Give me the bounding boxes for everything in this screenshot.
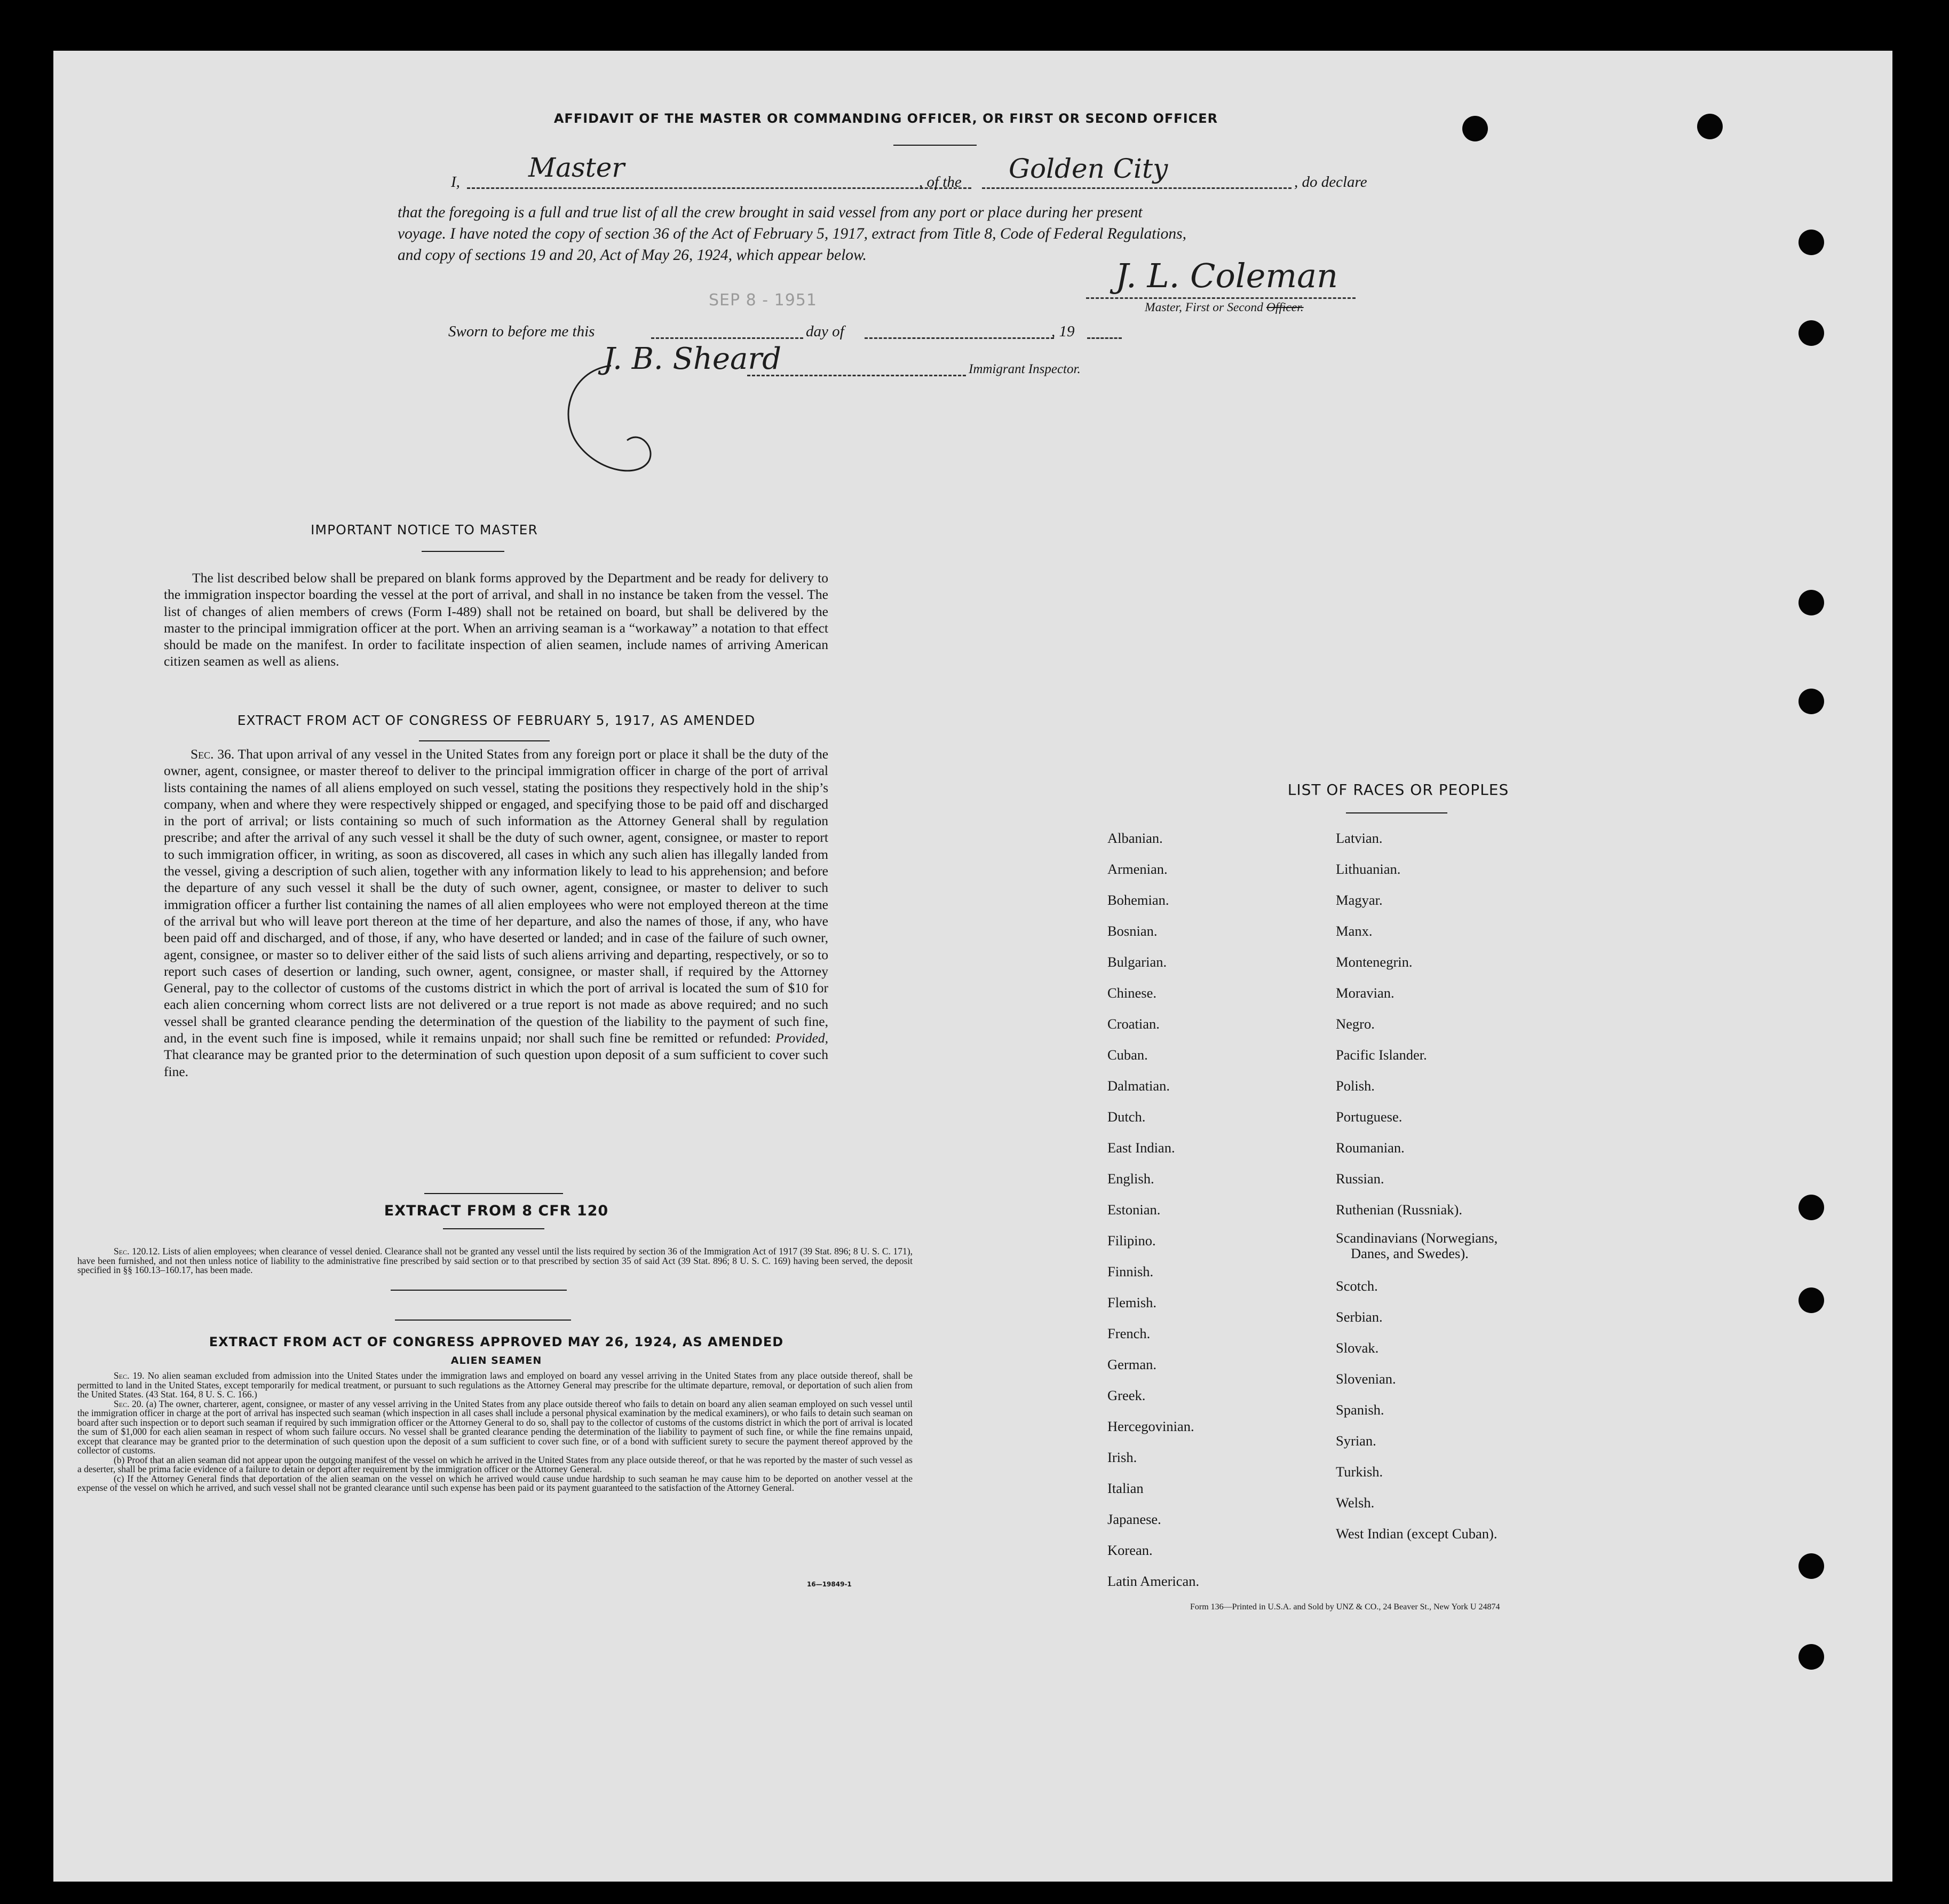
race-item: Armenian. — [1107, 861, 1168, 877]
binder-hole — [1799, 230, 1824, 255]
race-item: Dalmatian. — [1107, 1078, 1170, 1094]
race-item: Polish. — [1336, 1078, 1375, 1094]
sec-20b-paragraph: (b) Proof that an alien seaman did not appear upon the outgoing manifest of the vessel on which he arrived in the United States from any place outside thereof, or that he was reported by the master of such vessel as a deserter, shall be prima facie evidence of a failure to detain or deport after requirement by the immigration officer or the Attorney General. — [77, 1454, 913, 1474]
struck-officer: Officer. — [1266, 301, 1304, 314]
binder-hole — [1799, 1287, 1824, 1313]
proviso-label: Provided, — [775, 1030, 829, 1046]
form-code: 16—19849-1 — [807, 1581, 852, 1588]
race-item: Croatian. — [1107, 1016, 1160, 1032]
race-item: Scotch. — [1336, 1278, 1378, 1294]
declaration-line: voyage. I have noted the copy of section 36 of the Act of February 5, 1917, extract from Title 8, Code of Federal Regulations, — [398, 225, 1186, 242]
section-label: Sec. 20. — [114, 1398, 144, 1409]
do-declare-label: , do declare — [1294, 173, 1367, 191]
sworn-year-line — [1087, 337, 1122, 339]
binder-hole — [1697, 114, 1723, 139]
form-note: Form 136—Printed in U.S.A. and Sold by UNZ & CO., 24 Beaver St., New York U 24874 — [1190, 1602, 1500, 1611]
race-item: Syrian. — [1336, 1433, 1376, 1449]
race-item: Bulgarian. — [1107, 954, 1167, 970]
race-item: Slovak. — [1336, 1340, 1379, 1356]
races-right-column — [1336, 823, 1498, 1549]
race-item: French. — [1107, 1325, 1151, 1341]
inspector-signature: J. B. Sheard — [603, 342, 782, 376]
i-label: I, — [451, 173, 460, 191]
master-caption — [1145, 301, 1304, 315]
race-item: Magyar. — [1336, 892, 1383, 908]
race-item: English. — [1107, 1171, 1154, 1187]
race-item: Turkish. — [1336, 1464, 1383, 1480]
race-item: Danes, and Swedes). — [1351, 1245, 1469, 1261]
declaration-text — [398, 202, 1186, 266]
race-item: Slovenian. — [1336, 1371, 1396, 1387]
binder-hole — [1799, 590, 1824, 615]
race-item: Montenegrin. — [1336, 954, 1413, 970]
section-text: (a) The owner, charterer, agent, consignee, or master of any vessel arriving in the United States from any place outside thereof who fails to detain on board any alien seaman employed on such vessel until the immigration officer in charge at the port of arrival has inspected such seaman (which inspection in all cases shall include a personal physical examination by the medical examiners), or who fails to detain such seaman on board after such inspection or to deport such seaman if required by such immigration officer or the Attorney General to do so, shall pay to the collector of customs of the customs district in which the port of arrival is located the sum of $1,000 for each alien seaman in respect of whom such failure occurs. No vessel shall be granted clearance pending the determination of the liability to payment of such fine, or while the fine remains unpaid, except that clearance may be granted prior to the determination of such question upon the deposit of a sum sufficient to cover such fine, or of a bond with sufficient surety to secure the payment thereof approved by the collector of customs. — [77, 1398, 913, 1456]
race-item: Korean. — [1107, 1542, 1153, 1558]
race-item: Greek. — [1107, 1387, 1146, 1403]
master-signature-line — [1086, 297, 1356, 299]
race-item: Bosnian. — [1107, 923, 1158, 939]
section-text: No alien seaman excluded from admission into the United States under the immigration laws and employed on board any vessel arriving in the United States from any place outside thereof, shall be permitted to land in the United States, except temporarily for medical treatment, or pursuant to such regulations as the Attorney General may prescribe for the ultimate departure, removal, or deportation of such alien from the United States. (43 Stat. 164, 8 U. S. C. 166.) — [77, 1370, 913, 1400]
divider — [422, 551, 504, 552]
binder-hole — [1799, 689, 1824, 714]
race-item: Italian — [1107, 1480, 1144, 1496]
race-item: Bohemian. — [1107, 892, 1169, 908]
master-name-line — [467, 187, 971, 189]
divider — [893, 145, 977, 146]
document-page — [53, 51, 1892, 1882]
divider — [419, 740, 550, 741]
races-title: LIST OF RACES OR PEOPLES — [1287, 781, 1509, 799]
binder-hole — [1799, 1195, 1824, 1220]
section-label: Sec. 19. — [114, 1370, 145, 1381]
race-item: Filipino. — [1107, 1233, 1156, 1249]
divider — [1346, 812, 1447, 813]
race-item: Japanese. — [1107, 1511, 1161, 1527]
sec-19-paragraph — [77, 1371, 913, 1400]
inspector-signature-flourish — [547, 350, 707, 499]
race-item: Serbian. — [1336, 1309, 1383, 1325]
race-item: Hercegovinian. — [1107, 1418, 1194, 1434]
sworn-month-line — [865, 337, 1054, 339]
race-item: Pacific Islander. — [1336, 1047, 1427, 1063]
race-item: Scandinavians (Norwegians, — [1336, 1230, 1498, 1246]
race-item-multiline — [1336, 1225, 1498, 1270]
divider — [424, 1193, 563, 1194]
vessel-name-line — [982, 187, 1292, 189]
race-item: Chinese. — [1107, 985, 1156, 1001]
sworn-day-line — [651, 337, 803, 339]
race-item: Cuban. — [1107, 1047, 1148, 1063]
race-item: Negro. — [1336, 1016, 1375, 1032]
section-label: Sec. 36. — [191, 746, 235, 762]
inspector-line — [747, 375, 966, 376]
section-text: That clearance may be granted prior to the determination of such question upon deposit of a sum sufficient to cover such fine. — [164, 1047, 828, 1079]
binder-hole — [1799, 1644, 1824, 1670]
race-item: Irish. — [1107, 1449, 1137, 1465]
divider — [391, 1290, 567, 1291]
race-item: Moravian. — [1336, 985, 1395, 1001]
race-item: Russian. — [1336, 1171, 1384, 1187]
race-item: Spanish. — [1336, 1402, 1384, 1418]
race-item: Flemish. — [1107, 1294, 1157, 1310]
race-item: Latvian. — [1336, 830, 1383, 846]
race-item: Lithuanian. — [1336, 861, 1401, 877]
of-the-label: , of the — [919, 173, 962, 191]
notice-body: The list described below shall be prepared on blank forms approved by the Department and be ready for delivery to the immigration inspector boarding the vessel at the port of arrival, and shall in no instance be taken from the vessel. The list of changes of alien members of crews (Form I-489) shall not be retained on board, but shall be delivered by the master to the principal immigration officer at the port. When an arriving seaman is a “workaway” a notation to that effect should be made on the manifest. In order to facilitate inspection of alien seamen, include names of arriving American citizen seamen as well as aliens. — [164, 570, 828, 669]
sec-20a-paragraph — [77, 1400, 913, 1456]
extract-1924-body — [77, 1371, 913, 1493]
race-item: Dutch. — [1107, 1109, 1146, 1125]
extract-1917-body — [164, 746, 828, 1080]
declaration-line: that the foregoing is a full and true list of all the crew brought in said vessel from any port or place during her present — [398, 204, 1143, 221]
divider — [395, 1320, 571, 1321]
affidavit-title: AFFIDAVIT OF THE MASTER OR COMMANDING OFFICER, OR FIRST OR SECOND OFFICER — [553, 111, 1218, 126]
vessel-handwritten: Golden City — [1009, 153, 1168, 184]
race-item: Roumanian. — [1336, 1140, 1405, 1156]
binder-hole — [1799, 1553, 1824, 1579]
binder-hole — [1799, 320, 1824, 346]
master-handwritten: Master — [528, 152, 625, 183]
race-item: Albanian. — [1107, 830, 1163, 846]
race-item: German. — [1107, 1356, 1156, 1372]
cfr-body — [77, 1247, 913, 1275]
race-item: Manx. — [1336, 923, 1373, 939]
year-label: , 19 — [1051, 323, 1075, 340]
races-left-column — [1107, 823, 1199, 1597]
race-item: West Indian (except Cuban). — [1336, 1526, 1498, 1542]
notice-title: IMPORTANT NOTICE TO MASTER — [311, 522, 538, 538]
race-item: Latin American. — [1107, 1573, 1200, 1589]
race-item: Welsh. — [1336, 1495, 1375, 1511]
extract-1924-subtitle: ALIEN SEAMEN — [450, 1355, 542, 1366]
race-item: Estonian. — [1107, 1202, 1161, 1218]
race-item: East Indian. — [1107, 1140, 1175, 1156]
section-label: Sec. 120.12. — [114, 1246, 160, 1257]
race-item: Finnish. — [1107, 1263, 1154, 1279]
binder-hole — [1462, 116, 1488, 141]
inspector-caption: Immigrant Inspector. — [969, 362, 1081, 376]
race-item: Ruthenian (Russniak). — [1336, 1202, 1462, 1218]
section-text: That upon arrival of any vessel in the United States from any foreign port or place it shall be the duty of the owner, agent, consignee, or master thereof to deliver to the principal immigration officer in charge of the port of arrival lists containing the names of all aliens employed on such vessel, stating the positions they respectively hold in the ship’s company, when and where they were respectively shipped or engaged, and specifying those to be paid off and discharged in the port of arrival; or lists containing so much of such information as the Attorney General shall by regulation prescribe; and after the arrival of any such vessel it shall be the duty of such owner, agent, consignee, or master to report to such immigration officer, in writing, as soon as discovered, all cases in which any such alien has illegally landed from the vessel, giving a description of such alien, together with any information likely to lead to his apprehension; and before the departure of any such vessel it shall be the duty of such owner, agent, consignee, or master to deliver to such immigration officer a further list containing the names of all alien employees who were not employed thereon at the time of the arrival but who will leave port thereon at the time of her departure, and also the names of those, if any, who have been paid off and discharged, and of those, if any, who have deserted or landed; and in case of the failure of such owner, agent, consignee, or master so to deliver either of the said lists of such aliens arriving and departing, respectively, or so to report such cases of desertion or landing, such owner, agent, consignee, or master shall, if required by the Attorney General, pay to the collector of customs of the customs district in which the port of arrival is located the sum of $10 for each alien concerning whom correct lists are not delivered or a true report is not made as above required; and no such vessel shall be granted clearance pending the determination of the question of the liability to the payment of such fine, and, in the event such fine is imposed, while it remains unpaid; nor shall such fine be remitted or refunded: — [164, 746, 829, 1046]
declaration-line: and copy of sections 19 and 20, Act of May 26, 1924, which appear below. — [398, 247, 867, 264]
extract-1924-title: EXTRACT FROM ACT OF CONGRESS APPROVED MAY 26, 1924, AS AMENDED — [209, 1334, 784, 1349]
date-stamp: SEP 8 - 1951 — [709, 291, 817, 310]
sworn-label: Sworn to before me this — [448, 323, 595, 340]
cfr-title: EXTRACT FROM 8 CFR 120 — [384, 1203, 609, 1219]
sec-20c-paragraph: (c) If the Attorney General finds that deportation of the alien seaman on the vessel on which he arrived would cause undue hardship to such seaman he may cause him to be deported on another vessel at the expense of the vessel on which he arrived, and such vessel shall not be granted clearance until such expense has been paid or its payment guaranteed to the satisfaction of the Attorney General. — [77, 1473, 913, 1493]
master-signature: J. L. Coleman — [1115, 256, 1338, 295]
divider — [443, 1228, 544, 1229]
day-of-label: day of — [806, 323, 844, 340]
race-item: Portuguese. — [1336, 1109, 1403, 1125]
extract-1917-title: EXTRACT FROM ACT OF CONGRESS OF FEBRUARY 5, 1917, AS AMENDED — [237, 713, 756, 728]
master-caption-text: Master, First or Second — [1145, 301, 1263, 314]
section-text: Lists of alien employees; when clearance of vessel denied. Clearance shall not be granted any vessel until the lists required by section 36 of the Immigration Act of 1917 (39 Stat. 896; 8 U. S. C. 171), have been furnished, and not then unless notice of liability to the administrative fine prescribed by said section or to that prescribed by section 35 of said Act (39 Stat. 896; 8 U. S. C. 169) having been served, the deposit specified in §§ 160.13–160.17, has been made. — [77, 1246, 913, 1275]
